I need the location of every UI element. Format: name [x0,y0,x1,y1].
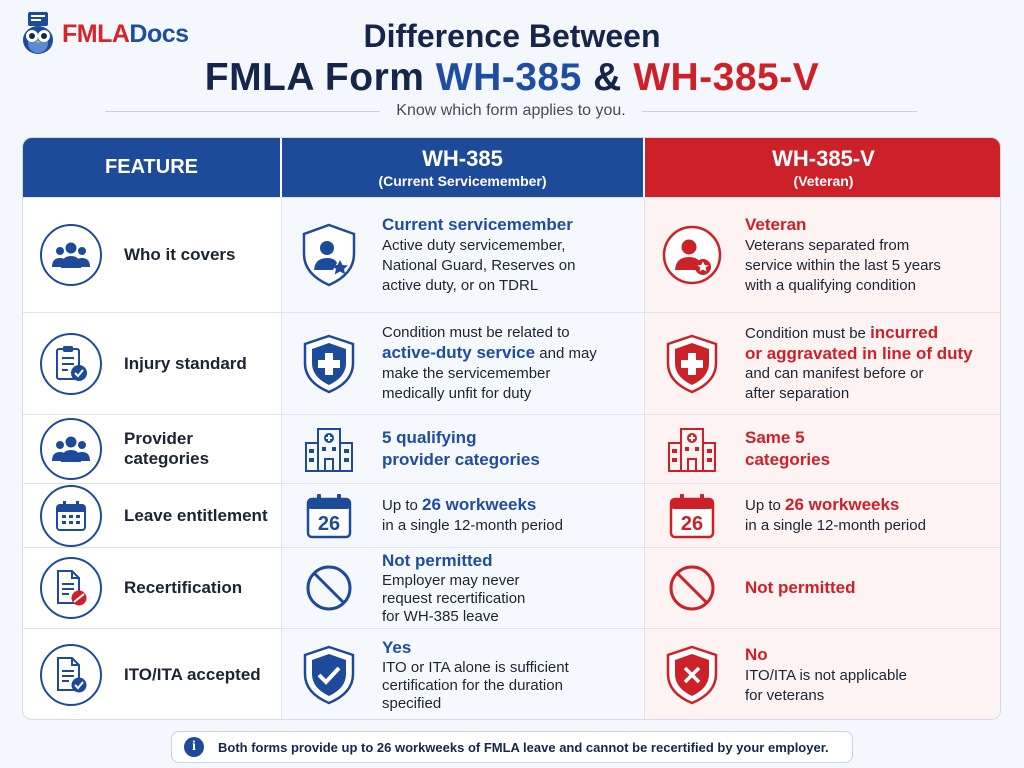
cell-heading: provider categories [382,450,540,469]
cell-heading: Yes [382,638,412,657]
cell-body-line: with a qualifying condition [745,277,916,294]
cell-body-line: for veterans [745,687,825,704]
feature-label: Leave entitlement [124,505,268,525]
cell-body-line: Up to 26 workweeks [382,495,537,514]
cell-heading: categories [745,450,831,469]
header-wh385: WH-385 (Current Servicemember) [282,138,643,197]
cell-heading: Not permitted [745,578,856,597]
table-row-injury-standard [23,312,1001,414]
cell-body-line: active-duty service and may [382,343,597,362]
calendar-day-number: 26 [680,512,704,535]
table-row-ito-ita-accepted [23,628,1001,720]
feature-label: ITO/ITA accepted [124,665,261,684]
clipboard-check-icon [40,333,102,395]
shield-medical-cross-icon [659,331,725,397]
table-row-who-it-covers [23,197,1001,312]
cell-body-line: active duty, or on TDRL [382,277,539,294]
calendar-day-icon [659,483,725,549]
people-group-icon [40,224,102,286]
page-title-line1: Difference Between [363,18,661,54]
cell-body-line: ITO or ITA alone is sufficient [382,659,569,676]
cell-body-line: or aggravated in line of duty [745,344,973,363]
table-row-provider-categories [23,414,1001,483]
cell-body-line: specified [382,695,442,712]
cell-body-line: and can manifest before or [745,365,924,382]
people-group-icon [40,418,102,480]
comparison-table [22,137,1001,720]
info-icon: i [184,737,204,757]
calendar-day-icon [296,483,362,549]
shield-medical-cross-icon [296,331,362,397]
prohibited-sign-icon [296,555,362,621]
cell-body-line: after separation [745,385,850,402]
divider-left [105,111,380,112]
cell-body-line: Employer may never [382,572,520,589]
document-check-icon [40,644,102,706]
shield-check-icon [296,642,362,708]
cell-body-line: for WH-385 leave [382,608,499,625]
prohibited-sign-icon [659,555,725,621]
footer-note [171,731,853,763]
calendar-icon [40,485,102,547]
feature-label: Recertification [124,578,243,597]
cell-body-line: request recertification [382,590,526,607]
cell-body-line: make the servicemember [382,365,551,382]
cell-body-line: Veterans separated from [745,237,910,254]
brand-name: FMLADocs [62,19,189,48]
subtitle-row [105,102,917,120]
feature-label: Who it covers [124,245,236,264]
cell-heading: Not permitted [382,551,493,570]
hospital-building-icon [659,416,725,482]
cell-body-line: certification for the duration [382,677,563,694]
shield-x-icon [659,642,725,708]
cell-body-line: Condition must be incurred [745,323,939,342]
header-wh385v: WH-385-V (Veteran) [645,138,1001,197]
cell-body-line: Active duty servicemember, [382,237,566,254]
hospital-building-icon [296,416,362,482]
calendar-day-number: 26 [317,512,341,535]
subtitle: Know which form applies to you. [396,102,626,119]
feature-label: Injury standard [124,353,247,373]
cell-heading: No [745,645,768,664]
header-feature: FEATURE [23,138,280,197]
cell-heading: Same 5 [745,428,805,447]
shield-person-star-icon [296,222,362,288]
cell-body-line: Up to 26 workweeks [745,495,900,514]
veteran-person-star-icon [659,222,725,288]
cell-body-line: service within the last 5 years [745,257,941,274]
footer-text: Both forms provide up to 26 workweeks of FMLA leave and cannot be recertified by your employer. [218,739,829,755]
page-title-line2: FMLA Form WH-385 & WH-385-V [204,56,820,99]
cell-body-line: Condition must be related to [382,324,570,341]
cell-body-line: in a single 12-month period [382,517,563,534]
cell-body-line: ITO/ITA is not applicable [745,667,908,684]
divider-right [642,111,917,112]
cell-heading: Current servicemember [382,215,573,234]
cell-heading: Veteran [745,215,807,234]
cell-heading: 5 qualifying [382,428,477,447]
table-row-recertification [23,547,1001,628]
table-row-leave-entitlement [23,483,1001,547]
feature-label: Provider categories [124,429,210,468]
cell-body-line: medically unfit for duty [382,385,532,402]
cell-body-line: in a single 12-month period [745,517,926,534]
document-prohibited-icon [40,557,102,619]
cell-body-line: National Guard, Reserves on [382,257,576,274]
